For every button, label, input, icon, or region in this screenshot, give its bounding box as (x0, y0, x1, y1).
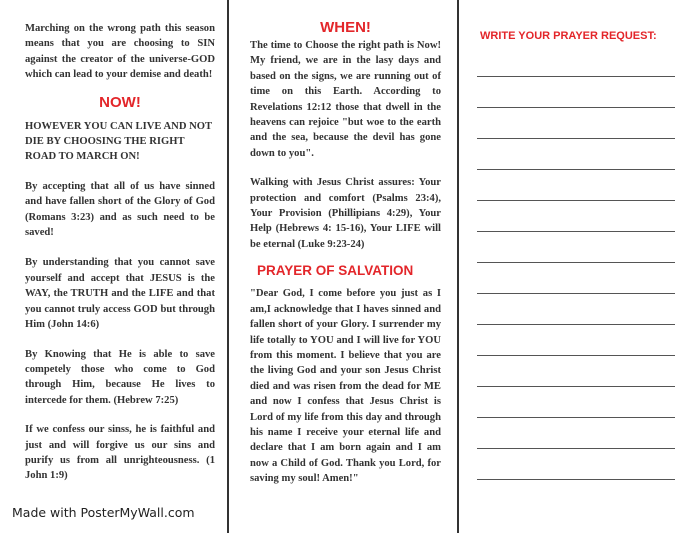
write-line (477, 200, 675, 201)
write-line (477, 355, 675, 356)
paragraph: Walking with Jesus Christ assures: Your protection and comfort (Psalms 23:4), Your Provision (Phillipians 4:29), Your Help (Hebrews 4: 15-16), Your LIFE will be eternal (Luke 9:23-24) (250, 177, 441, 250)
write-line (477, 324, 675, 325)
when-heading: WHEN! (320, 19, 371, 36)
write-line (477, 107, 675, 108)
write-line (477, 293, 675, 294)
write-line (477, 262, 675, 263)
write-line (477, 417, 675, 418)
write-line (477, 169, 675, 170)
footer-credit: Made with PosterMyWall.com (12, 505, 195, 520)
now-heading: NOW! (99, 93, 141, 111)
write-line (477, 231, 675, 232)
write-line (477, 386, 675, 387)
write-line (477, 76, 675, 77)
paragraph: By accepting that all of us have sinned and have fallen short of the Glory of God (Romans 3:23) and as such need to be saved! (25, 180, 215, 239)
prayer-text: "Dear God, I come before you just as I am,I acknowledge that I haves sinned and fallen short of your Glory. I surrender my life totally to YOU and I will live for YOU from this moment. I believe that you are the living God and your son Jesus Christ died and was risen from the dead for ME and now I confess that Jesus Christ is Lord of my life from this day and through his name I receive your eternal life and declare that I am born again and I am now a Child of God. Thank you Lord, for saving my soul! Amen!" (250, 288, 441, 485)
write-line (477, 138, 675, 139)
write-line (477, 448, 675, 449)
paragraph: By understanding that you cannot save yourself and accept that JESUS is the WAY, the TRUTH and the LIFE and that you cannot truly access GOD but through Him (John 14:6) (25, 257, 215, 331)
prayer-of-salvation-heading: PRAYER OF SALVATION (257, 263, 414, 279)
fold-divider (227, 0, 229, 533)
caps-text: HOWEVER YOU CAN LIVE AND NOT DIE BY CHOOSING THE RIGHT ROAD TO MARCH ON! (25, 120, 212, 163)
fold-divider (457, 0, 459, 533)
prayer-request-heading: WRITE YOUR PRAYER REQUEST: (480, 30, 657, 42)
write-line (477, 479, 675, 480)
paragraph: If we confess our sinss, he is faithful and just and will forgive us our sins and purify us from all unrighteousness. (1 John 1:9) (25, 424, 215, 482)
intro-text: Marching on the wrong path this season means that you are choosing to SIN against the creator of the universe-GOD which can lead to your demise and death! (25, 23, 215, 81)
panel-middle (250, 0, 441, 487)
paragraph: By Knowing that He is able to save competely those who come to God through Him, because He lives to intercede for them. (Hebrew 7:25) (25, 348, 215, 406)
panel-left (25, 0, 215, 484)
paragraph: The time to Choose the right path is Now! My friend, we are in the lasy days and based on the signs, we are running out of time on this Earth. According to Revelations 12:12 those that dwell in the heavens can rejoice "but woe to the earth and the sea, because the devil has gone down to you". (250, 40, 441, 159)
